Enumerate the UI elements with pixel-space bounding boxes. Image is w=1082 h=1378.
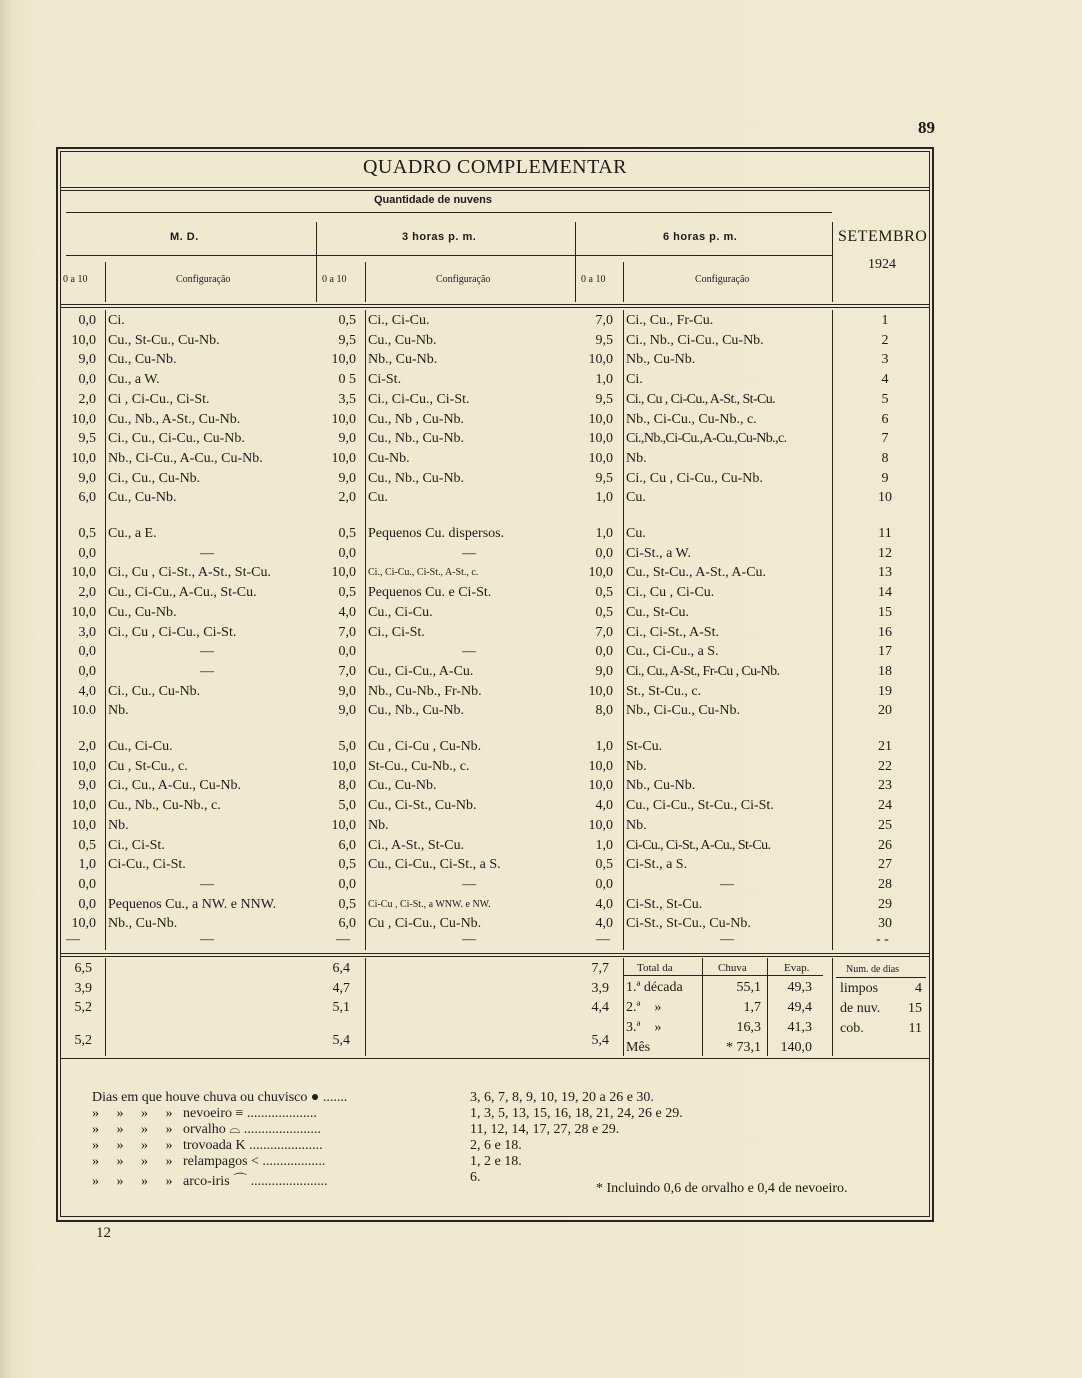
cloud-amount-3pm: 9,0 bbox=[338, 703, 356, 719]
cloud-config-6pm: Ci., Cu., A-St., Fr-Cu , Cu-Nb. bbox=[626, 663, 780, 679]
cloud-amount-3pm: 9,0 bbox=[338, 470, 356, 486]
day-number: 8 bbox=[881, 450, 889, 466]
total-chuva: * 73,1 bbox=[726, 1040, 761, 1055]
cloud-config-md: — bbox=[200, 876, 214, 892]
note-value: 1, 3, 5, 13, 15, 16, 18, 21, 24, 26 e 29. bbox=[470, 1106, 683, 1121]
cloud-config-3pm: — bbox=[462, 545, 476, 561]
note-label: » » » » relampagos < .................. bbox=[92, 1154, 326, 1169]
page-number: 89 bbox=[918, 118, 935, 137]
note-value: 11, 12, 14, 17, 27, 28 e 29. bbox=[470, 1122, 620, 1137]
dash-mark: — bbox=[66, 932, 80, 947]
header-md: M. D. bbox=[170, 231, 199, 243]
header-year: 1924 bbox=[868, 257, 896, 272]
cloud-config-6pm: Ci-St., a S. bbox=[626, 857, 688, 873]
cloud-amount-6pm: 7,0 bbox=[595, 313, 613, 328]
cloud-config-3pm: St-Cu., Cu-Nb., c. bbox=[368, 758, 470, 774]
cloud-config-6pm: Nb. bbox=[626, 450, 647, 466]
cloud-amount-6pm: 1,0 bbox=[595, 372, 613, 388]
cloud-amount-3pm: 10,0 bbox=[331, 817, 356, 833]
cloud-config-6pm: St., St-Cu., c. bbox=[626, 683, 702, 699]
cloud-config-3pm: Ci-St. bbox=[368, 372, 402, 388]
cloud-amount-6pm: 10,0 bbox=[588, 411, 613, 427]
note-label: » » » » arco-iris ⌒ ...................... bbox=[92, 1174, 328, 1189]
day-number: 3 bbox=[881, 352, 889, 368]
cloud-amount-3pm: 2,0 bbox=[338, 490, 356, 506]
day-number: 9 bbox=[881, 470, 889, 486]
day-number: 30 bbox=[878, 916, 892, 932]
cloud-amount-3pm: 10,0 bbox=[331, 758, 356, 774]
cloud-amount-6pm: 4,0 bbox=[595, 916, 613, 932]
cloud-amount-3pm: 10,0 bbox=[331, 352, 356, 368]
cloud-config-3pm: Cu , Ci-Cu., Cu-Nb. bbox=[368, 916, 482, 932]
dash-mark: — bbox=[462, 932, 476, 947]
total-evap: 49,3 bbox=[787, 980, 812, 995]
cloud-config-md: Ci. bbox=[108, 313, 125, 328]
cloud-amount-md: 0,0 bbox=[78, 372, 96, 388]
average-3pm: 6,4 bbox=[332, 961, 350, 976]
cloud-config-3pm: Cu., Nb., Cu-Nb. bbox=[368, 470, 465, 486]
cloud-config-6pm: Nb., Cu-Nb. bbox=[626, 352, 696, 368]
cloud-amount-md: 10,0 bbox=[71, 916, 96, 932]
cloud-amount-6pm: 0,0 bbox=[595, 876, 613, 892]
cloud-amount-3pm: 0,5 bbox=[338, 896, 356, 912]
cloud-amount-md: 10,0 bbox=[71, 758, 96, 774]
cloud-amount-md: 0,0 bbox=[78, 644, 96, 660]
cloud-config-md: — bbox=[200, 663, 214, 679]
cloud-amount-6pm: 1,0 bbox=[595, 739, 613, 754]
cloud-amount-6pm: 7,0 bbox=[595, 624, 613, 640]
cloud-config-md: Nb. bbox=[108, 703, 129, 719]
cloud-config-6pm: Ci. bbox=[626, 372, 643, 388]
cloud-config-3pm: Cu., Ci-Cu. bbox=[368, 604, 433, 620]
cloud-amount-3pm: 0,5 bbox=[338, 585, 356, 601]
cloud-config-md: Cu., Ci-Cu., A-Cu., St-Cu. bbox=[108, 585, 257, 601]
note-value: 3, 6, 7, 8, 9, 10, 19, 20 a 26 e 30. bbox=[470, 1090, 654, 1105]
cloud-config-6pm: Nb., Ci-Cu., Cu-Nb., c. bbox=[626, 411, 757, 427]
days-count-value: 4 bbox=[915, 981, 922, 996]
average-3pm: 5,4 bbox=[332, 1033, 350, 1048]
cloud-amount-3pm: 0,0 bbox=[338, 876, 356, 892]
cloud-config-6pm: Ci-Cu., Ci-St., A-Cu., St-Cu. bbox=[626, 837, 771, 853]
cloud-amount-md: 4,0 bbox=[78, 683, 96, 699]
table-title: QUADRO COMPLEMENTAR bbox=[362, 156, 628, 178]
cloud-config-3pm: Nb., Cu-Nb. bbox=[368, 352, 438, 368]
cloud-config-md: Ci., Cu , Ci-Cu., Ci-St. bbox=[108, 624, 237, 640]
cloud-amount-md: 2,0 bbox=[78, 739, 96, 754]
note-value: 2, 6 e 18. bbox=[470, 1138, 522, 1153]
day-number: 23 bbox=[878, 778, 892, 794]
cloud-amount-6pm: 0,0 bbox=[595, 545, 613, 561]
day-number: 27 bbox=[878, 857, 892, 873]
day-number: 17 bbox=[878, 644, 892, 660]
footer-number: 12 bbox=[96, 1225, 111, 1241]
day-number: 28 bbox=[878, 876, 892, 892]
cloud-config-3pm: Nb., Cu-Nb., Fr-Nb. bbox=[368, 683, 482, 699]
note-value: 1, 2 e 18. bbox=[470, 1154, 522, 1169]
average-6pm: 3,9 bbox=[591, 981, 609, 996]
day-number: 12 bbox=[878, 545, 892, 561]
table-subtitle: Quantidade de nuvens bbox=[374, 194, 492, 206]
cloud-amount-3pm: 0,0 bbox=[338, 644, 356, 660]
cloud-amount-6pm: 9,5 bbox=[595, 470, 613, 486]
cloud-config-6pm: Ci-St., a W. bbox=[626, 545, 691, 561]
cloud-amount-3pm: 6,0 bbox=[338, 837, 356, 853]
cloud-config-6pm: Ci.,Nb.,Ci-Cu.,A-Cu.,Cu-Nb.,c. bbox=[626, 431, 787, 447]
day-number: 16 bbox=[878, 624, 892, 640]
config-6pm: Configuração bbox=[695, 274, 750, 285]
cloud-config-md: Ci., Cu., Ci-Cu., Cu-Nb. bbox=[108, 431, 245, 447]
day-number: 21 bbox=[878, 739, 892, 754]
day-number: 4 bbox=[881, 372, 889, 388]
total-chuva: 1,7 bbox=[743, 1000, 761, 1015]
cloud-amount-md: 9,5 bbox=[78, 431, 96, 447]
totals-header: Total da bbox=[637, 962, 673, 974]
cloud-amount-6pm: 0,5 bbox=[595, 857, 613, 873]
day-number: 15 bbox=[878, 604, 892, 620]
cloud-config-md: Ci., Cu., A-Cu., Cu-Nb. bbox=[108, 778, 242, 794]
day-number: 29 bbox=[878, 896, 892, 912]
cloud-config-md: — bbox=[200, 545, 214, 561]
cloud-config-3pm: Cu., Nb , Cu-Nb. bbox=[368, 411, 465, 427]
dash-mark: — bbox=[720, 932, 734, 947]
cloud-amount-6pm: 4,0 bbox=[595, 896, 613, 912]
cloud-config-6pm: Cu., Ci-Cu., St-Cu., Ci-St. bbox=[626, 798, 774, 814]
day-number: 19 bbox=[878, 683, 892, 699]
average-3pm: 4,7 bbox=[332, 981, 350, 996]
cloud-amount-md: 2,0 bbox=[78, 391, 96, 407]
cloud-amount-3pm: 0 5 bbox=[338, 372, 356, 388]
cloud-config-6pm: Ci., Nb., Ci-Cu., Cu-Nb. bbox=[626, 332, 764, 348]
total-label: 2.ª » bbox=[626, 1000, 662, 1015]
header-month: SETEMBRO bbox=[838, 228, 928, 245]
cloud-config-md: Cu., Cu-Nb. bbox=[108, 490, 177, 506]
cloud-amount-3pm: 10,0 bbox=[331, 411, 356, 427]
config-3pm: Configuração bbox=[436, 274, 491, 285]
cloud-config-3pm: Cu , Ci-Cu , Cu-Nb. bbox=[368, 739, 482, 754]
footnote: * Incluindo 0,6 de orvalho e 0,4 de nevoeiro. bbox=[596, 1181, 848, 1196]
cloud-config-3pm: Pequenos Cu. dispersos. bbox=[368, 526, 505, 541]
total-evap: 49,4 bbox=[787, 1000, 812, 1015]
cloud-amount-3pm: 9,0 bbox=[338, 431, 356, 447]
cloud-amount-md: 0,0 bbox=[78, 896, 96, 912]
chuva-header: Chuva bbox=[718, 962, 747, 974]
cloud-amount-md: 0,5 bbox=[78, 526, 96, 541]
cloud-config-6pm: Ci-St., St-Cu., Cu-Nb. bbox=[626, 916, 751, 932]
cloud-amount-6pm: 10,0 bbox=[588, 565, 613, 581]
cloud-amount-md: 0,0 bbox=[78, 313, 96, 328]
cloud-config-6pm: St-Cu. bbox=[626, 739, 663, 754]
cloud-config-6pm: Ci., Cu , Ci-Cu., A-St., St-Cu. bbox=[626, 391, 776, 407]
cloud-amount-6pm: 10,0 bbox=[588, 683, 613, 699]
note-value: 6. bbox=[470, 1170, 481, 1185]
cloud-amount-6pm: 10,0 bbox=[588, 352, 613, 368]
cloud-amount-md: 10,0 bbox=[71, 565, 96, 581]
cloud-amount-6pm: 1,0 bbox=[595, 837, 613, 853]
cloud-amount-md: 10,0 bbox=[71, 450, 96, 466]
cloud-amount-3pm: 10,0 bbox=[331, 450, 356, 466]
cloud-config-md: Cu., Cu-Nb. bbox=[108, 604, 177, 620]
cloud-amount-3pm: 5,0 bbox=[338, 798, 356, 814]
cloud-config-md: Nb. bbox=[108, 817, 129, 833]
cloud-config-md: Ci., Cu , Ci-St., A-St., St-Cu. bbox=[108, 565, 271, 581]
scale-md: 0 a 10 bbox=[63, 274, 88, 285]
evap-header: Evap. bbox=[784, 962, 810, 974]
cloud-amount-3pm: 4,0 bbox=[338, 604, 356, 620]
cloud-amount-3pm: 0,0 bbox=[338, 545, 356, 561]
cloud-amount-md: 0,5 bbox=[78, 837, 96, 853]
days-count-label: de nuv. bbox=[840, 1001, 881, 1016]
days-count-header: Num. de dias bbox=[846, 964, 900, 975]
cloud-config-md: Cu., St-Cu., Cu-Nb. bbox=[108, 332, 220, 348]
cloud-config-md: Cu., a W. bbox=[108, 372, 160, 388]
cloud-config-md: Cu , St-Cu., c. bbox=[108, 758, 188, 774]
header-6pm: 6 horas p. m. bbox=[663, 231, 738, 243]
note-label: » » » » nevoeiro ≡ .................... bbox=[92, 1106, 317, 1121]
day-number: 1 bbox=[881, 313, 889, 328]
day-number: 25 bbox=[878, 817, 892, 833]
cloud-config-md: Ci., Cu., Cu-Nb. bbox=[108, 470, 201, 486]
cloud-config-6pm: Cu., St-Cu. bbox=[626, 604, 690, 620]
total-label: 1.ª década bbox=[626, 980, 683, 995]
cloud-config-3pm: Cu., Cu-Nb. bbox=[368, 332, 437, 348]
header-3pm: 3 horas p. m. bbox=[402, 231, 477, 243]
cloud-config-6pm: Nb. bbox=[626, 758, 647, 774]
note-label: » » » » orvalho ⌓ ...................... bbox=[92, 1122, 321, 1137]
cloud-config-6pm: Cu. bbox=[626, 526, 646, 541]
cloud-config-6pm: Nb., Ci-Cu., Cu-Nb. bbox=[626, 703, 740, 719]
cloud-config-md: — bbox=[200, 644, 214, 660]
cloud-config-3pm: Ci., Ci-St. bbox=[368, 624, 425, 640]
note-label: » » » » trovoada K ..................... bbox=[92, 1138, 323, 1153]
cloud-config-md: Ci., Ci-St. bbox=[108, 837, 165, 853]
cloud-amount-3pm: 0,5 bbox=[338, 857, 356, 873]
cloud-amount-3pm: 0,5 bbox=[338, 526, 356, 541]
cloud-amount-3pm: 8,0 bbox=[338, 778, 356, 794]
cloud-amount-6pm: 1,0 bbox=[595, 526, 613, 541]
cloud-amount-md: 9,0 bbox=[78, 470, 96, 486]
cloud-config-6pm: Ci., Cu., Fr-Cu. bbox=[626, 313, 714, 328]
average-md: 6,5 bbox=[74, 961, 92, 976]
cloud-amount-md: 0,0 bbox=[78, 663, 96, 679]
cloud-amount-6pm: 9,0 bbox=[595, 663, 613, 679]
cloud-config-md: Cu., Cu-Nb. bbox=[108, 352, 177, 368]
cloud-amount-md: 10,0 bbox=[71, 798, 96, 814]
cloud-amount-md: 9,0 bbox=[78, 352, 96, 368]
cloud-amount-md: 9,0 bbox=[78, 778, 96, 794]
cloud-amount-6pm: 10,0 bbox=[588, 450, 613, 466]
cloud-config-3pm: Nb. bbox=[368, 817, 389, 833]
cloud-config-6pm: Cu., Ci-Cu., a S. bbox=[626, 644, 719, 660]
day-number: 11 bbox=[878, 526, 892, 541]
cloud-amount-3pm: 9,5 bbox=[338, 332, 356, 348]
cloud-amount-3pm: 7,0 bbox=[338, 624, 356, 640]
cloud-config-md: Pequenos Cu., a NW. e NNW. bbox=[108, 896, 277, 912]
cloud-config-3pm: Cu., Ci-St., Cu-Nb. bbox=[368, 798, 477, 814]
cloud-config-3pm: Cu., Ci-Cu., A-Cu. bbox=[368, 663, 474, 679]
cloud-config-6pm: Cu., St-Cu., A-St., A-Cu. bbox=[626, 565, 767, 581]
dash-mark: - - bbox=[876, 932, 889, 947]
days-count-value: 11 bbox=[908, 1021, 922, 1036]
cloud-amount-3pm: 0,5 bbox=[338, 313, 356, 328]
average-md: 5,2 bbox=[74, 1000, 92, 1015]
cloud-config-6pm: Ci., Ci-St., A-St. bbox=[626, 624, 719, 640]
cloud-amount-md: 0,0 bbox=[78, 545, 96, 561]
average-3pm: 5,1 bbox=[332, 1000, 350, 1015]
average-md: 5,2 bbox=[74, 1033, 92, 1048]
cloud-amount-md: 10,0 bbox=[71, 411, 96, 427]
day-number: 2 bbox=[881, 332, 889, 348]
cloud-config-3pm: Ci., Ci-Cu., Ci-St. bbox=[368, 391, 470, 407]
cloud-amount-6pm: 8,0 bbox=[595, 703, 613, 719]
day-number: 7 bbox=[881, 431, 889, 447]
cloud-amount-3pm: 9,0 bbox=[338, 683, 356, 699]
cloud-config-md: Ci-Cu., Ci-St. bbox=[108, 857, 186, 873]
day-number: 24 bbox=[878, 798, 892, 814]
cloud-config-6pm: Cu. bbox=[626, 490, 646, 506]
day-number: 13 bbox=[878, 565, 892, 581]
cloud-amount-md: 3,0 bbox=[78, 624, 96, 640]
day-number: 26 bbox=[878, 837, 892, 853]
cloud-config-md: Cu., a E. bbox=[108, 526, 157, 541]
cloud-config-3pm: Cu., Nb., Cu-Nb. bbox=[368, 703, 465, 719]
cloud-amount-6pm: 0,5 bbox=[595, 604, 613, 620]
scale-3pm: 0 a 10 bbox=[322, 274, 347, 285]
cloud-config-3pm: Ci., A-St., St-Cu. bbox=[368, 837, 465, 853]
config-md: Configuração bbox=[176, 274, 231, 285]
cloud-config-3pm: Cu., Nb., Cu-Nb. bbox=[368, 431, 465, 447]
cloud-config-3pm: Ci-Cu , Ci-St., a WNW. e NW. bbox=[368, 898, 491, 910]
cloud-amount-6pm: 10,0 bbox=[588, 778, 613, 794]
total-label: Mês bbox=[626, 1040, 651, 1055]
cloud-config-3pm: Pequenos Cu. e Ci-St. bbox=[368, 585, 492, 601]
cloud-config-md: Nb., Ci-Cu., A-Cu., Cu-Nb. bbox=[108, 450, 263, 466]
day-number: 5 bbox=[881, 391, 889, 407]
cloud-config-md: Cu., Ci-Cu. bbox=[108, 739, 173, 754]
cloud-amount-md: 1,0 bbox=[78, 857, 96, 873]
days-count-label: limpos bbox=[840, 981, 879, 996]
day-number: 14 bbox=[878, 585, 892, 601]
cloud-config-6pm: Nb., Cu-Nb. bbox=[626, 778, 696, 794]
cloud-config-3pm: Cu. bbox=[368, 490, 388, 506]
cloud-config-3pm: Cu-Nb. bbox=[368, 450, 410, 466]
cloud-amount-6pm: 0,0 bbox=[595, 644, 613, 660]
dash-mark: — bbox=[200, 932, 214, 947]
note-label: Dias em que houve chuva ou chuvisco ● ....... bbox=[92, 1090, 348, 1105]
cloud-amount-md: 10,0 bbox=[71, 604, 96, 620]
cloud-amount-6pm: 9,5 bbox=[595, 332, 613, 348]
cloud-config-3pm: Ci., Ci-Cu., Ci-St., A-St., c. bbox=[368, 567, 479, 579]
cloud-config-md: Cu., Nb., A-St., Cu-Nb. bbox=[108, 411, 241, 427]
cloud-amount-3pm: 10,0 bbox=[331, 565, 356, 581]
day-number: 22 bbox=[878, 758, 892, 774]
day-number: 18 bbox=[878, 663, 892, 679]
day-number: 10 bbox=[878, 490, 892, 506]
total-evap: 41,3 bbox=[787, 1020, 812, 1035]
cloud-config-md: Ci , Ci-Cu., Ci-St. bbox=[108, 391, 210, 407]
cloud-amount-md: 10,0 bbox=[71, 332, 96, 348]
cloud-config-md: Ci., Cu., Cu-Nb. bbox=[108, 683, 201, 699]
cloud-config-3pm: Cu., Ci-Cu., Ci-St., a S. bbox=[368, 857, 501, 873]
cloud-config-3pm: — bbox=[462, 876, 476, 892]
cloud-config-md: Nb., Cu-Nb. bbox=[108, 916, 178, 932]
days-count-value: 15 bbox=[908, 1001, 922, 1016]
average-6pm: 7,7 bbox=[591, 961, 609, 976]
cloud-config-md: Cu., Nb., Cu-Nb., c. bbox=[108, 798, 221, 814]
cloud-amount-md: 0,0 bbox=[78, 876, 96, 892]
total-chuva: 55,1 bbox=[736, 980, 761, 995]
cloud-amount-md: 10.0 bbox=[71, 703, 96, 719]
cloud-amount-6pm: 9,5 bbox=[595, 391, 613, 407]
scale-6pm: 0 a 10 bbox=[581, 274, 606, 285]
cloud-config-3pm: — bbox=[462, 644, 476, 660]
cloud-config-6pm: — bbox=[720, 876, 734, 892]
cloud-config-3pm: Ci., Ci-Cu. bbox=[368, 313, 430, 328]
cloud-amount-3pm: 7,0 bbox=[338, 663, 356, 679]
cloud-amount-6pm: 10,0 bbox=[588, 431, 613, 447]
cloud-amount-md: 6,0 bbox=[78, 490, 96, 506]
cloud-amount-6pm: 10,0 bbox=[588, 817, 613, 833]
average-md: 3,9 bbox=[74, 981, 92, 996]
days-count-label: cob. bbox=[840, 1021, 864, 1036]
dash-mark: — bbox=[336, 932, 350, 947]
cloud-amount-3pm: 3,5 bbox=[338, 391, 356, 407]
cloud-config-6pm: Ci., Cu , Ci-Cu. bbox=[626, 585, 715, 601]
cloud-amount-3pm: 6,0 bbox=[338, 916, 356, 932]
cloud-amount-3pm: 5,0 bbox=[338, 739, 356, 754]
cloud-amount-md: 2,0 bbox=[78, 585, 96, 601]
cloud-config-6pm: Nb. bbox=[626, 817, 647, 833]
cloud-config-6pm: Ci-St., St-Cu. bbox=[626, 896, 703, 912]
day-number: 6 bbox=[881, 411, 889, 427]
day-number: 20 bbox=[878, 703, 892, 719]
average-6pm: 5,4 bbox=[591, 1033, 609, 1048]
total-chuva: 16,3 bbox=[736, 1020, 761, 1035]
cloud-amount-6pm: 4,0 bbox=[595, 798, 613, 814]
cloud-amount-md: 10,0 bbox=[71, 817, 96, 833]
average-6pm: 4,4 bbox=[591, 1000, 609, 1015]
total-evap: 140,0 bbox=[780, 1040, 812, 1055]
cloud-amount-6pm: 10,0 bbox=[588, 758, 613, 774]
cloud-config-3pm: Cu., Cu-Nb. bbox=[368, 778, 437, 794]
cloud-amount-6pm: 0,5 bbox=[595, 585, 613, 601]
cloud-amount-6pm: 1,0 bbox=[595, 490, 613, 506]
dash-mark: — bbox=[596, 932, 610, 947]
cloud-config-6pm: Ci., Cu , Ci-Cu., Cu-Nb. bbox=[626, 470, 763, 486]
total-label: 3.ª » bbox=[626, 1020, 662, 1035]
